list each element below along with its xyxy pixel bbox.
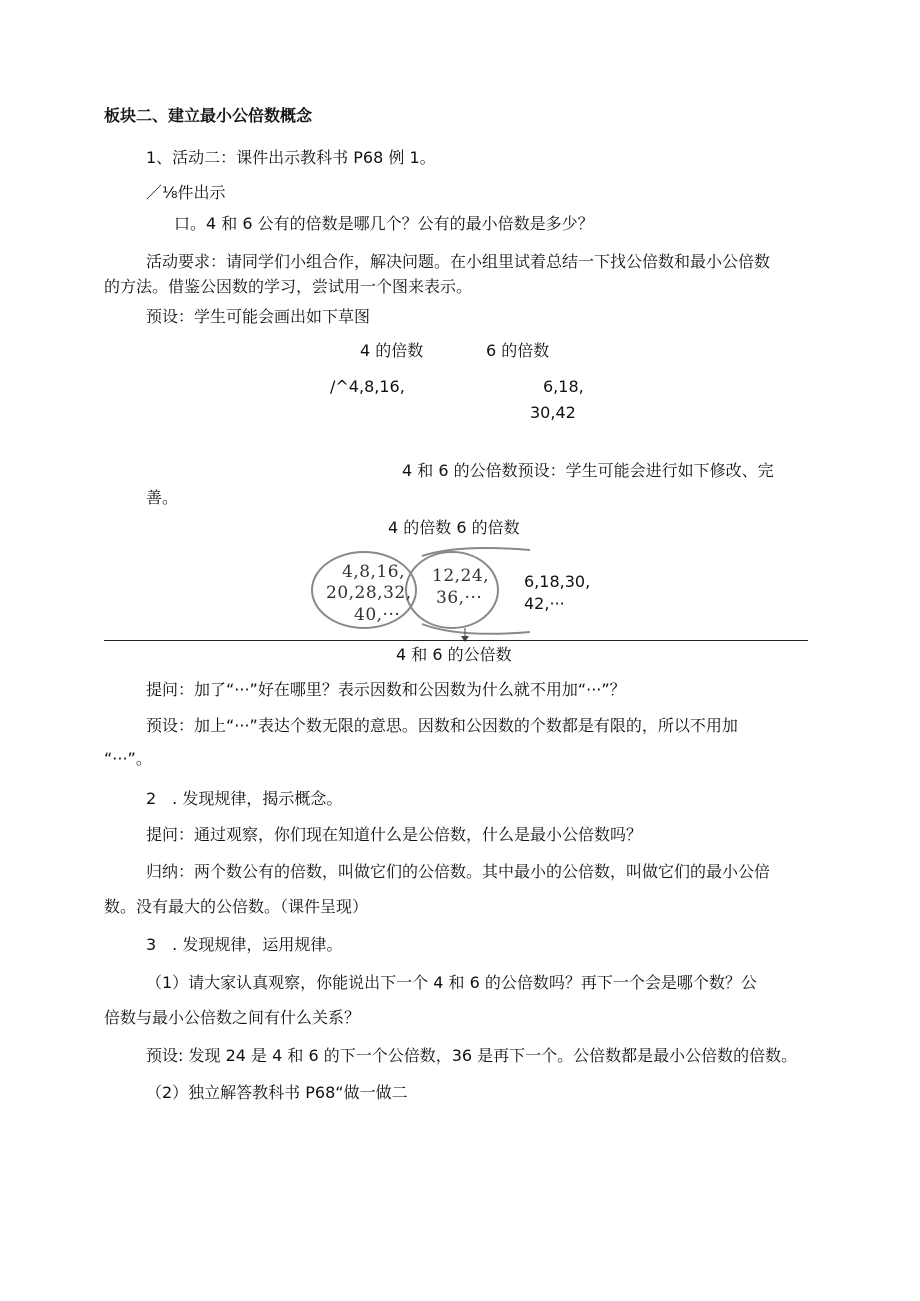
preset-ellipsis-1: 预设：加上“···”表达个数无限的意思。因数和公因数的个数都是有限的，所以不用加 — [146, 716, 738, 735]
sketch-label-6: 6 的倍数 — [486, 341, 550, 360]
sketch-left-values: /^4,8,16, — [330, 377, 405, 396]
requirement-line-2: 的方法。借鉴公因数的学习，尝试用一个图来表示。 — [104, 277, 473, 296]
sketch-label-4: 4 的倍数 — [360, 341, 424, 360]
subquestion-1-line-1: （1）请大家认真观察，你能说出下一个 4 和 6 的公倍数吗？再下一个会是哪个数？公 — [146, 973, 757, 992]
section-title: 板块二、建立最小公倍数概念 — [104, 106, 313, 125]
sketch-right-values-1: 6,18, — [543, 377, 584, 396]
subquestion-2: （2）独立解答教科书 P68“做一做二 — [146, 1083, 408, 1102]
question-line: 口。4 和 6 公有的倍数是哪几个？公有的最小倍数是多少？ — [174, 214, 594, 233]
activity-line: 1、活动二：课件出示教科书 P68 例 1。 — [146, 148, 436, 167]
venn-right-line-2: 42,··· — [524, 594, 565, 613]
venn-caption-bottom: 4 和 6 的公倍数 — [396, 645, 512, 664]
revision-line-2: 善。 — [146, 488, 179, 507]
preset-pattern: 预设: 发现 24 是 4 和 6 的下一个公倍数，36 是再下一个。公倍数都是最小公倍数的倍数。 — [146, 1046, 798, 1065]
venn-left-line-2: 20,28,32, — [326, 583, 412, 603]
subquestion-1-line-2: 倍数与最小公倍数之间有什么关系？ — [104, 1008, 361, 1027]
question-ellipsis: 提问：加了“···”好在哪里？表示因数和公因数为什么就不用加“···”？ — [146, 680, 626, 699]
venn-left-line-3: 40,··· — [354, 605, 401, 625]
sketch-right-values-2: 30,42 — [530, 403, 576, 422]
venn-common-line-2: 36,··· — [436, 588, 483, 608]
question-concept: 提问：通过观察，你们现在知道什么是公倍数，什么是最小公倍数吗？ — [146, 825, 643, 844]
venn-common-line-1: 12,24, — [432, 566, 490, 586]
preset-ellipsis-2: “···”。 — [104, 749, 152, 768]
requirement-line-1: 活动要求：请同学们小组合作，解决问题。在小组里试着总结一下找公倍数和最小公倍数 — [146, 252, 771, 271]
venn-diagram — [300, 540, 530, 642]
venn-left-line-1: 4,8,16, — [342, 562, 405, 582]
summary-line-2: 数。没有最大的公倍数。（课件呈现） — [104, 897, 369, 916]
revision-line-1: 4 和 6 的公倍数预设：学生可能会进行如下修改、完 — [402, 461, 774, 480]
step-3-heading: 3 . 发现规律，运用规律。 — [146, 935, 343, 954]
courseware-line: ／⅛件出示 — [146, 183, 226, 202]
venn-caption-top: 4 的倍数 6 的倍数 — [388, 518, 520, 537]
preset-line: 预设：学生可能会画出如下草图 — [146, 307, 371, 326]
step-2-heading: 2 . 发现规律，揭示概念。 — [146, 789, 343, 808]
divider-line — [104, 640, 808, 641]
summary-line-1: 归纳：两个数公有的倍数，叫做它们的公倍数。其中最小的公倍数，叫做它们的最小公倍 — [146, 862, 771, 881]
venn-right-line-1: 6,18,30, — [524, 572, 591, 591]
